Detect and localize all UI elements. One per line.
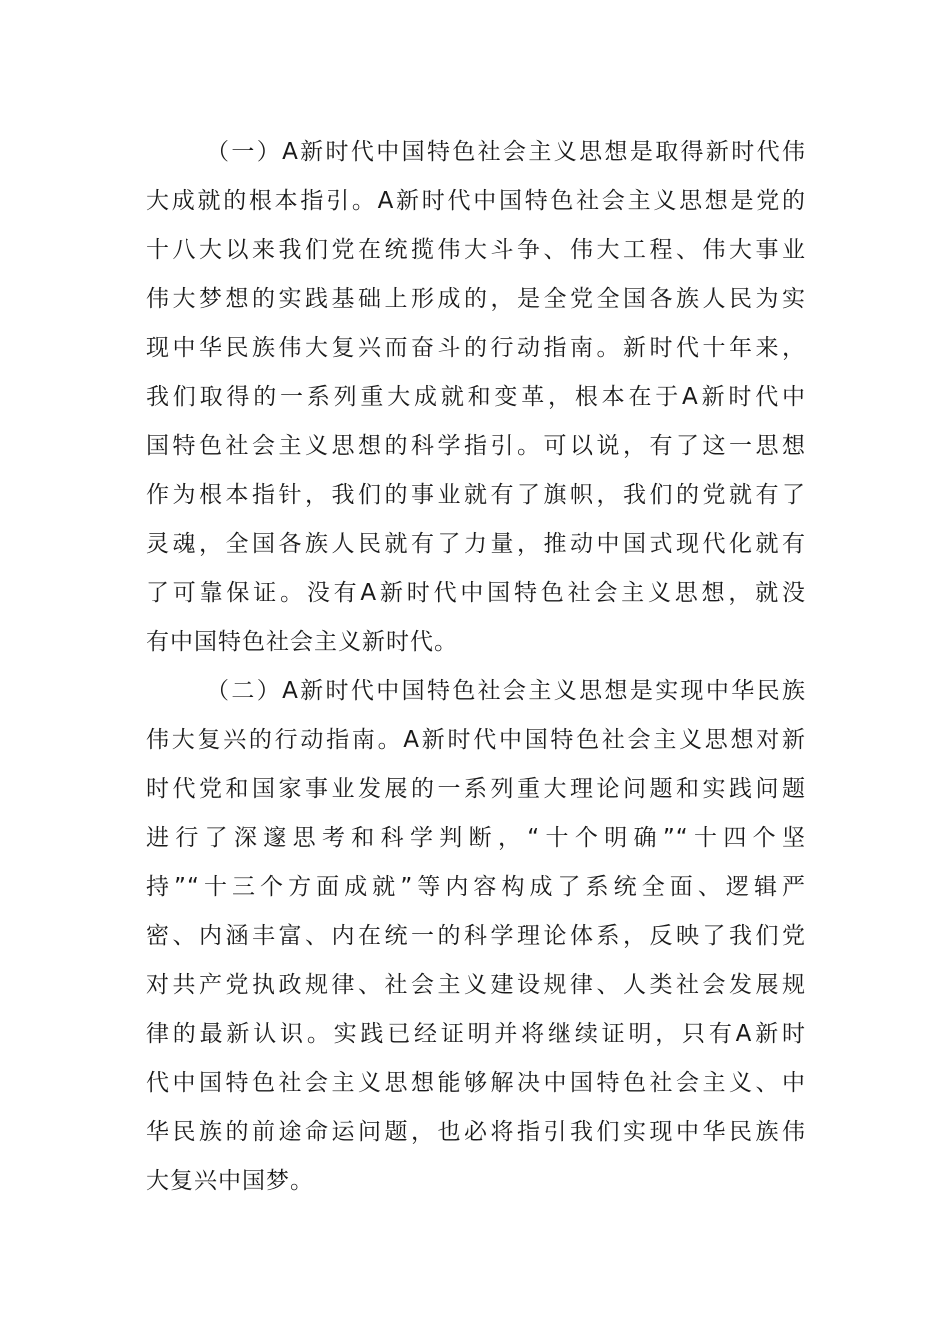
text-line: 代中国特色社会主义思想能够解决中国特色社会主义、中 — [146, 1070, 806, 1096]
document-body — [146, 128, 806, 1206]
text-line: 大成就的根本指引。A新时代中国特色社会主义思想是党的 — [146, 188, 806, 214]
text-line: 灵魂，全国各族人民就有了力量，推动中国式现代化就有 — [146, 531, 806, 557]
text-line: 密、内涵丰富、内在统一的科学理论体系，反映了我们党 — [146, 923, 806, 949]
text-line: 对共产党执政规律、社会主义建设规律、人类社会发展规 — [146, 972, 806, 998]
text-line: 了可靠保证。没有A新时代中国特色社会主义思想，就没 — [146, 580, 806, 606]
text-line: 伟大复兴的行动指南。A新时代中国特色社会主义思想对新 — [146, 727, 806, 753]
text-line: （一）A新时代中国特色社会主义思想是取得新时代伟 — [206, 139, 806, 165]
paragraph-1 — [146, 128, 806, 667]
text-line: 有中国特色社会主义新时代。 — [146, 629, 458, 655]
text-line: 国特色社会主义思想的科学指引。可以说，有了这一思想 — [146, 433, 806, 459]
text-line: 持”“十三个方面成就”等内容构成了系统全面、逻辑严 — [146, 874, 806, 900]
text-line: （二）A新时代中国特色社会主义思想是实现中华民族 — [206, 678, 806, 704]
text-line: 大复兴中国梦。 — [146, 1168, 314, 1194]
text-line: 时代党和国家事业发展的一系列重大理论问题和实践问题 — [146, 776, 806, 802]
text-line: 十八大以来我们党在统揽伟大斗争、伟大工程、伟大事业 — [146, 237, 806, 263]
paragraph-2 — [146, 667, 806, 1206]
text-line: 我们取得的一系列重大成就和变革，根本在于A新时代中 — [146, 384, 806, 410]
text-line: 华民族的前途命运问题，也必将指引我们实现中华民族伟 — [146, 1119, 806, 1145]
text-line: 律的最新认识。实践已经证明并将继续证明，只有A新时 — [146, 1021, 806, 1047]
text-line: 作为根本指针，我们的事业就有了旗帜，我们的党就有了 — [146, 482, 806, 508]
text-line: 现中华民族伟大复兴而奋斗的行动指南。新时代十年来， — [146, 335, 806, 361]
text-line: 伟大梦想的实践基础上形成的，是全党全国各族人民为实 — [146, 286, 806, 312]
text-line: 进行了深邃思考和科学判断，“十个明确”“十四个坚 — [146, 825, 806, 851]
